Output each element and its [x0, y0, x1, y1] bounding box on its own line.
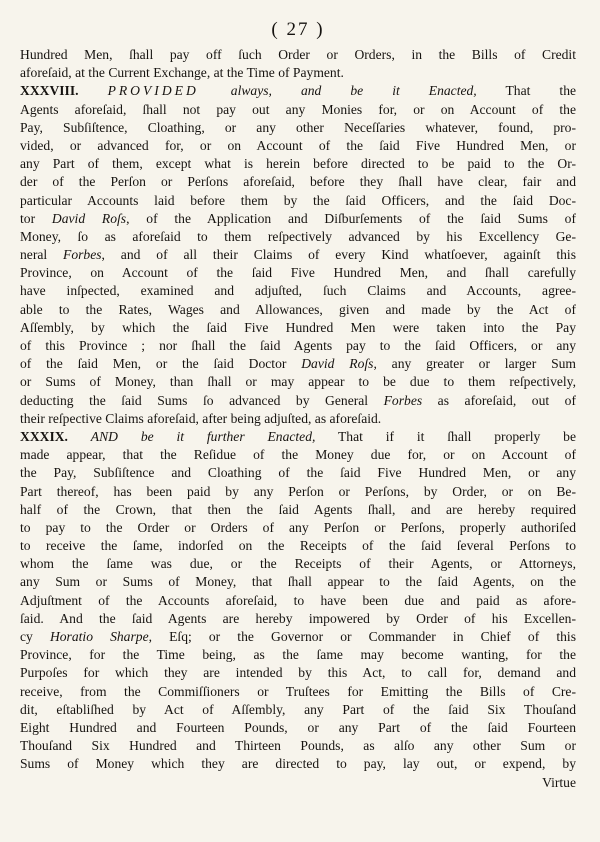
text-line: [20, 719, 576, 737]
text-line: [20, 192, 576, 210]
text-run: Aſſembly, by which the ſaid Five Hundred Men were taken into the Pay: [20, 319, 576, 335]
text-line: [20, 319, 576, 337]
text-run: Agents aforeſaid, ſhall not pay out any Monies for, or on Account of the: [20, 101, 576, 117]
text-run: any Part of them, except what is herein before directed to be paid to the Or-: [20, 156, 576, 172]
text-run: Pay, Subſiſtence, Cloathing, or any other Neceſſaries whatever, found, pro-: [20, 119, 576, 135]
text-run: whom the ſame was due, or the Receipts of their Agents, or Attorneys,: [20, 556, 576, 572]
text-run: deducting the ſaid Sums ſo advanced by General: [20, 392, 384, 408]
text-line: [20, 301, 576, 319]
text-line: [20, 446, 576, 464]
text-run: to receive the ſame, indorſed on the Receipts of the ſaid ſeveral Perſons to: [20, 538, 576, 554]
text-line: [20, 610, 576, 628]
text-run: their reſpective Claims aforeſaid, after being adjuſted, as aforeſaid.: [20, 410, 382, 426]
text-line: [20, 337, 576, 355]
catchword: Virtue: [542, 774, 576, 790]
text-line: [20, 119, 576, 137]
text-line: [20, 155, 576, 173]
text-run: Thouſand Six Hundred and Thirteen Pounds, as alſo any other Sum or: [20, 738, 576, 754]
text-line: [20, 46, 576, 64]
text-run: Money, ſo as aforeſaid to them reſpectively advanced by his Excellency Ge-: [20, 228, 576, 244]
text-line: [20, 592, 576, 610]
text-run: AND be it further Enacted,: [90, 428, 316, 444]
text-run: any Sum or Sums of Money, that ſhall appear to the ſaid Agents, on the: [20, 574, 576, 590]
text-run: David Roſs: [51, 210, 127, 226]
text-line: [20, 464, 576, 482]
text-line: [20, 737, 576, 755]
text-line: [20, 573, 576, 591]
text-line: [20, 683, 576, 701]
text-line: [20, 355, 576, 373]
text-line: [20, 755, 576, 773]
document-page: [20, 14, 576, 792]
text-run: dit, eſtabliſhed by Act of Aſſembly, any Part of the ſaid Six Thouſand: [20, 701, 576, 717]
text-run: David Roſs: [301, 356, 374, 372]
text-run: Adjuſtment of the Accounts aforeſaid, to have been due and paid as afore-: [20, 592, 576, 608]
text-line: [20, 628, 576, 646]
text-run: tor: [20, 210, 52, 226]
text-run: Hundred Men, ſhall pay off ſuch Order or Orders, in the Bills of Credit: [20, 47, 576, 62]
text-line: [20, 646, 576, 664]
text-run: the Pay, Subſiſtence and Cloathing of the ſaid Five Hundred Men, or any: [20, 465, 576, 481]
text-run: of the ſaid Men, or the ſaid Doctor: [20, 356, 302, 372]
text-line: [20, 701, 576, 719]
text-line: [20, 519, 576, 537]
text-run: or Sums of Money, than ſhall or may appear to be due to them reſpectively,: [20, 374, 576, 390]
text-line: [20, 246, 576, 264]
text-run: ſaid. And the ſaid Agents are hereby impowered by Order of his Excellen-: [20, 610, 576, 626]
text-line: [20, 555, 576, 573]
text-run: XXXIX.: [20, 428, 91, 444]
text-line: [20, 373, 576, 391]
text-run: Province, on Account of the ſaid Five Hundred Men, and ſhall carefully: [20, 265, 576, 281]
text-line: [20, 282, 576, 300]
text-run: able to the Rates, Wages and Allowances, given and made by the Act of: [20, 301, 576, 317]
text-line: [20, 483, 576, 501]
text-run: That the: [476, 83, 576, 99]
text-run: , of the Application and Diſburſements of the ſaid Sums of: [126, 210, 576, 226]
text-run: That if it ſhall properly be: [315, 428, 576, 444]
text-run: have inſpected, examined and adjuſted, ſuch Claims and Accounts, agree-: [20, 283, 576, 299]
text-run: , any greater or larger Sum: [373, 356, 576, 372]
text-run: Forbes: [383, 392, 423, 408]
body-text: [20, 46, 576, 774]
page-number: ( 27 ): [271, 19, 325, 40]
text-run: of this Province ; nor ſhall the ſaid Agents pay to the ſaid Officers, or any: [20, 338, 576, 353]
text-run: cy: [20, 629, 50, 644]
text-run: as aforeſaid, out of: [422, 392, 576, 408]
text-run: der of the Perſon or Perſons aforeſaid, before they ſhall have clear, fair and: [20, 174, 576, 190]
text-line: [20, 64, 576, 82]
text-line: [20, 82, 576, 100]
text-run: to pay to the Order or Orders of any Perſon or Perſons, properly authoriſed: [20, 519, 576, 535]
text-line: [20, 410, 576, 428]
text-run: vided, or advanced for, or on Account of the ſaid Five Hundred Men, or: [20, 137, 576, 153]
text-line: [20, 137, 576, 155]
text-run: always, and be it Enacted,: [230, 83, 477, 99]
text-run: particular Accounts laid before them by the ſaid Officers, and the ſaid Doc-: [20, 192, 576, 208]
text-run: neral: [20, 247, 64, 263]
text-run: Horatio Sharpe: [49, 629, 149, 644]
text-line: [20, 664, 576, 682]
text-line: [20, 228, 576, 246]
text-run: PROVIDED: [107, 83, 231, 99]
text-line: [20, 501, 576, 519]
text-run: , Eſq; or the Governor or Commander in Chief of this: [148, 629, 576, 644]
text-run: half of the Crown, that then the ſaid Agents ſhall, and are hereby required: [20, 501, 576, 517]
text-run: receive, from the Commiſſioners or Truſtees for Emitting the Bills of Cre-: [20, 683, 576, 699]
text-run: made appear, that the Reſidue of the Money due for, or on Account of: [20, 447, 576, 463]
text-line: [20, 264, 576, 282]
text-line: [20, 392, 576, 410]
text-line: [20, 428, 576, 446]
text-run: , and of all their Claims of every Kind whatſoever, againſt this: [101, 247, 576, 263]
text-run: Province, for the Time being, as the ſame may become wanting, for the: [20, 647, 576, 663]
text-run: Sums of Money which they are directed to pay, lay out, or expend, by: [20, 756, 576, 772]
text-run: XXXVIII.: [20, 83, 108, 99]
text-run: Eight Hundred and Fourteen Pounds, or any Part of the ſaid Fourteen: [20, 719, 576, 735]
text-line: [20, 173, 576, 191]
text-run: Forbes: [63, 247, 102, 263]
text-run: Purpoſes for which they are intended by this Act, to call for, demand and: [20, 665, 576, 681]
text-line: [20, 101, 576, 119]
text-line: [20, 537, 576, 555]
text-run: aforeſaid, at the Current Exchange, at the Time of Payment.: [20, 65, 344, 81]
text-line: [20, 210, 576, 228]
text-run: Part thereof, has been paid by any Perſon or Perſons, by Order, or on Be-: [20, 483, 576, 499]
